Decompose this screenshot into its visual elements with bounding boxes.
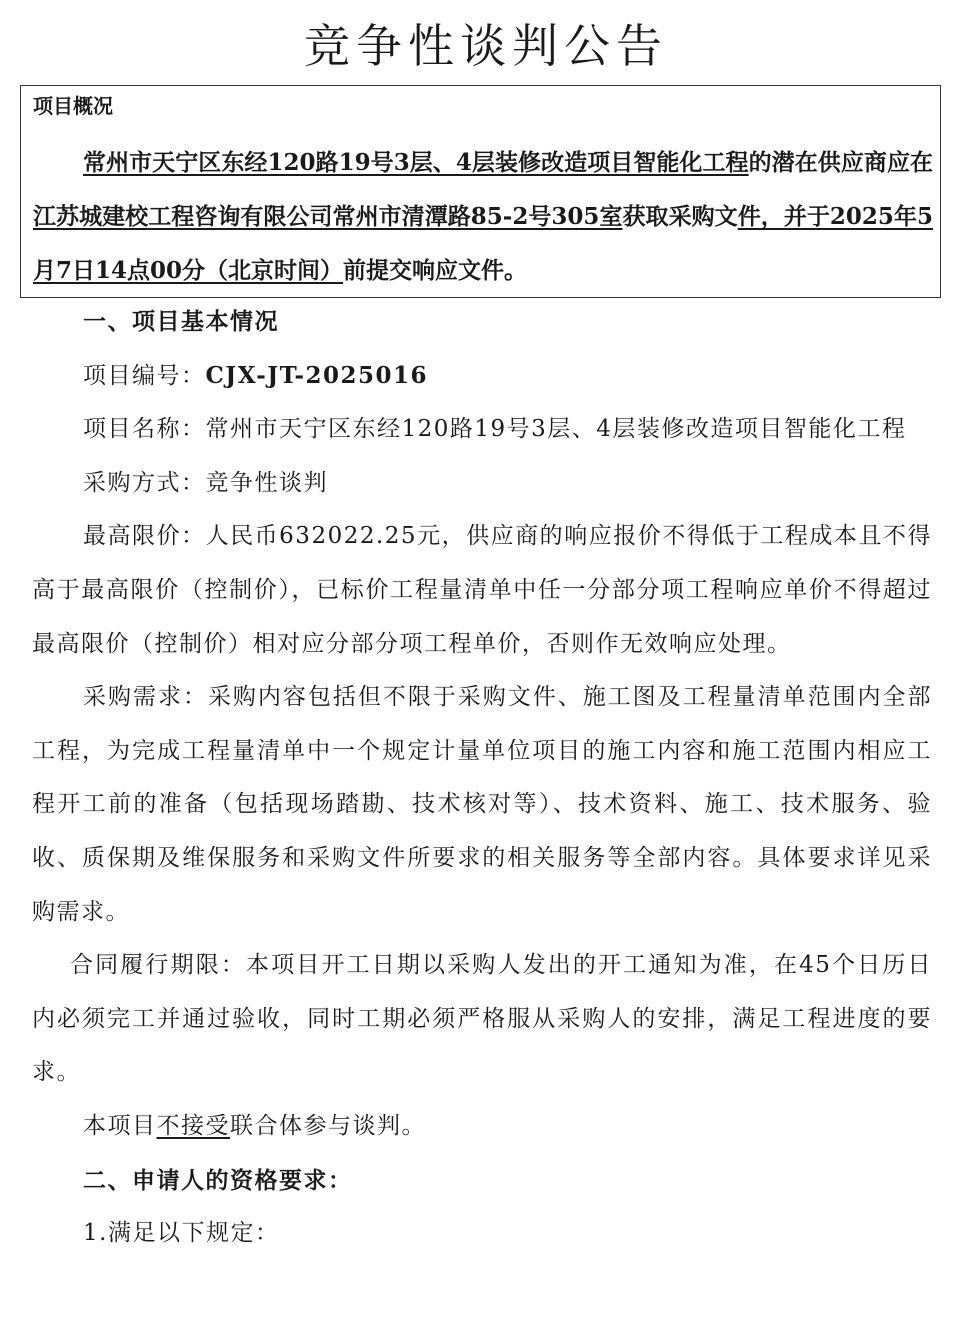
project-name-label: 项目名称： [83,416,206,443]
procurement-demand-paragraph [32,671,932,939]
contract-period-paragraph [32,939,932,1100]
max-price-label: 最高限价： [83,523,206,550]
section-1-heading: 一、项目基本情况 [83,308,279,335]
project-number-value: CJX-JT-2025016 [205,361,429,389]
contract-period-label: 合同履行期限： [70,952,247,979]
section-2-heading: 二、申请人的资格要求： [83,1166,353,1194]
procurement-demand-text: 采购内容包括但不限于采购文件、施工图及工程量清单范围内全部工程，为完成工程量清单中一个规定计量单位项目的施工内容和施工范围内相应工程开工前的准备（包括现场踏勘、技术核对等）、技术资料、施工、技术服务、验收、质保期及维保服务和采购文件所要求的相关服务等全部内容。具体要求详见采购需求。 [32,684,933,925]
contract-period-text: 本项目开工日期以采购人发出的开工通知为准，在45个日历日内必须完工并通过验收，同时工期必须严格服从采购人的安排，满足工程进度的要求。 [32,952,932,1086]
overview-text [33,136,933,298]
overview-text-part1: 的潜在供应商应在 [748,149,934,176]
overview-text-part2: 获取采购文 [622,203,738,230]
overview-project-name: 常州市天宁区东经120路19号3层、4层装修改造项目智能化工程 [83,149,749,176]
max-price-paragraph [32,510,932,671]
procurement-demand-label: 采购需求： [83,684,208,711]
project-overview-box [20,85,941,298]
procurement-method-label: 采购方式： [83,469,206,496]
page-title: 竞争性谈判公告 [304,19,668,73]
consortium-pre: 本项目 [83,1112,157,1139]
overview-text-part3: 前提交响应文件。 [343,257,528,284]
project-name-line [32,403,932,457]
project-name-value: 常州市天宁区东经120路19号3层、4层装修改造项目智能化工程 [205,416,907,443]
consortium-post: 联合体参与谈判。 [230,1112,426,1139]
qualification-item-1: 1.满足以下规定： [83,1220,280,1247]
procurement-method-value: 竞争性谈判 [205,469,328,496]
announcement-body [32,295,932,1261]
consortium-line [32,1100,932,1154]
procurement-method-line [32,457,932,511]
max-price-text: 人民币632022.25元，供应商的响应报价不得低于工程成本且不得高于最高限价（控制价），已标价工程量清单中任一分部分项工程响应单价不得超过最高限价（控制价）相对应分部分项工程单价，否则作无效响应处理。 [32,523,932,657]
overview-heading: 项目概况 [33,94,113,118]
consortium-not-accepted: 不接受 [156,1112,230,1139]
project-number-line [32,349,932,404]
project-number-label: 项目编号： [83,362,206,389]
overview-deadline: 件，并于2025年5月7日14点00分（北京时间） [33,203,933,284]
overview-document-location: 江苏城建校工程咨询有限公司常州市清潭路85-2号305室 [33,203,623,230]
